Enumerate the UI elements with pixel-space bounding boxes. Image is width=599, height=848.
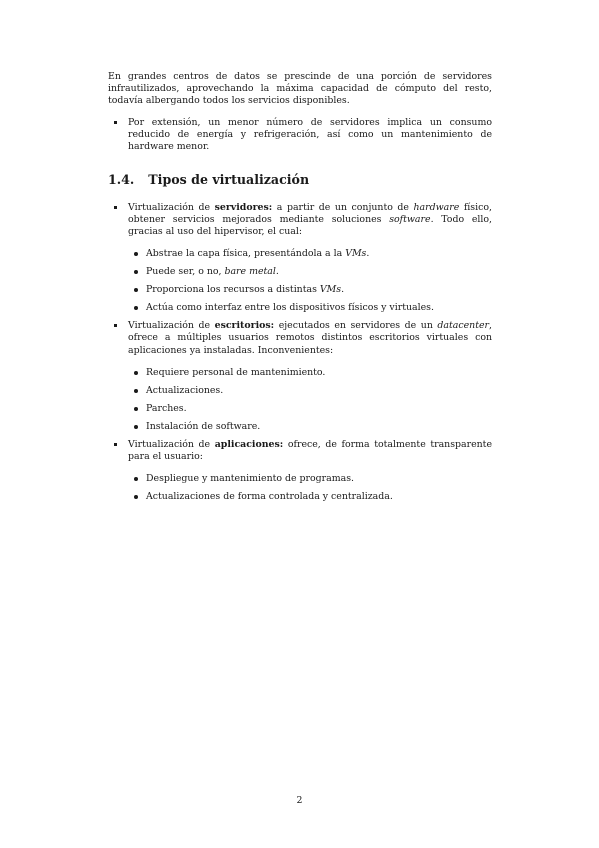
list-item: Despliegue y mantenimiento de programas. <box>128 473 492 485</box>
section-title: Tipos de virtualización <box>148 171 310 187</box>
page-number: 2 <box>296 795 303 806</box>
aplicaciones-text-1: ofrece, de forma totalmente transparente para el usuario: <box>128 438 493 463</box>
aplicaciones-term: aplicaciones: <box>214 438 284 450</box>
list-item-escritorios <box>108 320 492 433</box>
hardware-term: hardware <box>413 201 460 213</box>
list-item-aplicaciones <box>108 439 492 503</box>
servidores-text-2: físico, obtener servicios mejorados mediante soluciones <box>128 201 492 225</box>
servidores-sublist <box>128 248 492 314</box>
list-item: Actúa como interfaz entre los dispositivos físicos y virtuales. <box>128 302 492 314</box>
escritorios-sublist <box>128 367 492 433</box>
intro-paragraph: En grandes centros de datos se prescinde de una porción de servidores infrautilizados, aprovechando la máxima capacidad de cómputo del resto, todavía albergando todos los servicios disponibles. <box>108 71 492 107</box>
list-item: Requiere personal de mantenimiento. <box>128 367 492 379</box>
section-number: 1.4. <box>108 171 135 187</box>
section-heading <box>108 171 492 187</box>
escritorios-term: escritorios: <box>214 320 275 332</box>
list-item: Actualizaciones. <box>128 385 492 397</box>
aplicaciones-sublist <box>128 473 492 503</box>
escritorios-text-1: ejecutados en servidores de un <box>274 320 438 332</box>
servidores-term: servidores: <box>214 201 273 213</box>
bare-metal-term: bare metal <box>224 266 276 278</box>
vms-term: VMs <box>319 284 342 296</box>
list-item: Instalación de software. <box>128 421 492 433</box>
escritorios-prefix: Virtualización de <box>128 320 215 332</box>
list-item: Puede ser, o no, bare metal. <box>128 266 492 278</box>
servidores-text-3: . Todo ello, gracias al uso del hipervisor, el cual: <box>128 213 492 237</box>
vms-term: VMs <box>345 247 367 259</box>
datacenter-term: datacenter <box>437 320 490 332</box>
servidores-text-1: a partir de un conjunto de <box>272 201 414 213</box>
list-item: Abstrae la capa física, presentándola a la VMs. <box>128 248 492 260</box>
intro-list <box>108 117 492 153</box>
list-item: Parches. <box>128 403 492 415</box>
aplicaciones-prefix: Virtualización de <box>128 438 215 450</box>
virtualization-types-list <box>108 202 492 504</box>
list-item-servidores <box>108 202 492 315</box>
page-content <box>108 71 492 509</box>
list-item: Actualizaciones de forma controlada y centralizada. <box>128 491 492 503</box>
escritorios-text-2: , ofrece a múltiples usuarios remotos distintos escritorios virtuales con aplicaciones ya instaladas. Inconvenientes: <box>128 320 492 356</box>
software-term: software <box>389 213 431 225</box>
intro-bullet: Por extensión, un menor número de servidores implica un consumo reducido de energía y refrigeración, así como un mantenimiento de hardware menor. <box>108 117 492 153</box>
list-item: Proporciona los recursos a distintas VMs. <box>128 284 492 296</box>
servidores-prefix: Virtualización de <box>128 201 215 213</box>
